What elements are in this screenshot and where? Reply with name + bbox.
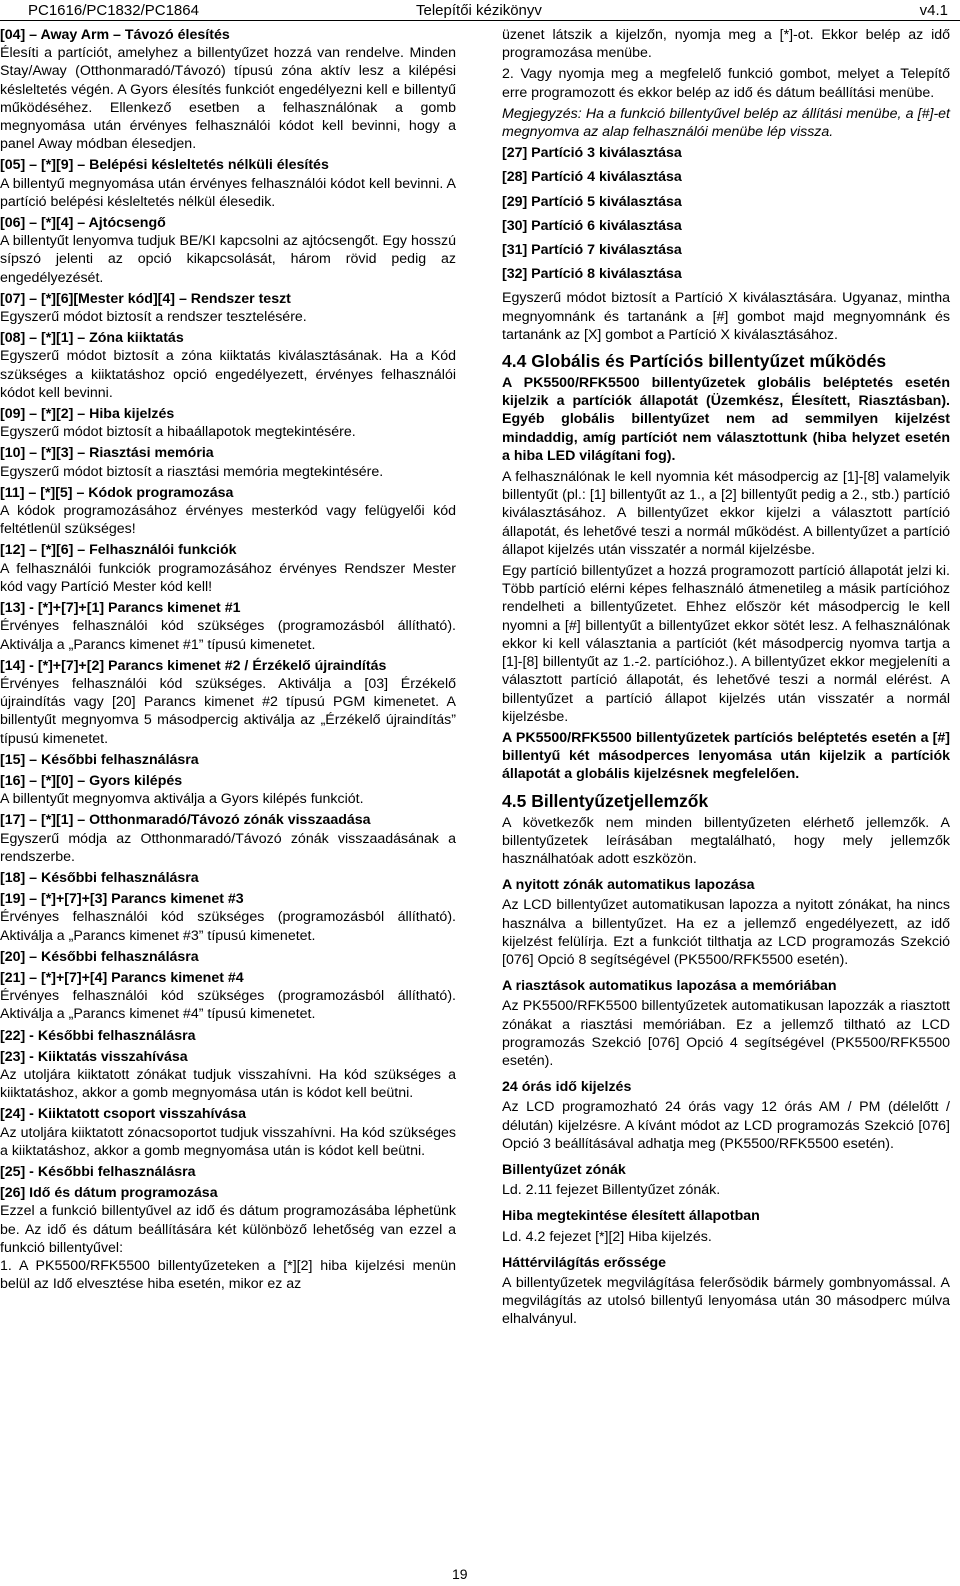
function-key-entry <box>0 1105 456 1160</box>
function-key-title: [18] – Későbbi felhasználásra <box>0 869 199 886</box>
function-key-entry <box>0 969 456 1024</box>
function-key-title: [13] - [*]+[7]+[1] Parancs kimenet #1 <box>0 600 241 617</box>
right-intro-text: üzenet látszik a kijelzőn, nyomja meg a [*]-ot. Ekkor belép az idő programozása menübe. <box>502 27 950 62</box>
function-key-title: [10] – [*][3] – Riasztási memória <box>0 445 214 462</box>
function-key-entry <box>0 599 456 654</box>
feature-description: Ld. 4.2 fejezet [*][2] Hiba kijelzés. <box>502 1228 712 1245</box>
section-4-4-bold-2: A PK5500/RFK5500 billentyűzetek partíciós beléptetés esetén a [#] billentyű két másodperces lenyomása után kijelzik a partíciók állapotát a globális kijelzésnek megfelelően. <box>502 729 950 783</box>
function-key-entry <box>0 156 456 211</box>
feature-title: A riasztások automatikus lapozása a memóriában <box>502 978 837 995</box>
section-4-5-title: 4.5 Billentyűzetjellemzők <box>502 790 709 811</box>
function-key-title: [09] – [*][2] – Hiba kijelzés <box>0 406 175 423</box>
function-key-title: [04] – Away Arm – Távozó élesítés <box>0 27 230 43</box>
right-column <box>502 26 950 1329</box>
function-key-title: [23] - Kiiktatás visszahívása <box>0 1048 188 1065</box>
partition-select-item: [29] Partíció 5 kiválasztása <box>502 193 682 210</box>
function-key-description: Az utoljára kiiktatott zónákat tudjuk visszahívni. Ha kód szükséges a kiiktatáshoz, akkor a gomb megnyomása után is kódot kell beütni. <box>0 1066 456 1102</box>
function-key-description: Egyszerű módot biztosít a riasztási memória megtekintésére. <box>0 463 384 480</box>
left-column <box>0 26 456 1296</box>
feature-description: Az PK5500/RFK5500 billentyűzetek automatikusan lapozzák a riasztott zónákat a riasztási memóriában. Ez a jellemző tiltható az LCD programozás Szekció [076] Opció 4 segítségével (PK5500/RFK5500 esetén). <box>502 998 950 1069</box>
function-key-description: Az utoljára kiiktatott zónacsoportot tudjuk visszahívni. Ha kód szükséges a kiiktatáshoz, akkor a gomb megnyomása után is kódot kell beütni. <box>0 1124 456 1159</box>
function-key-entry <box>0 444 456 480</box>
function-key-entry <box>0 1048 456 1103</box>
section-4-4-paragraph-2: Egy partíció billentyűzet a hozzá programozott partíció állapotát jelzi ki. Több partíció elérni képes felhasználó átmenetileg a másik partícióhoz rendelheti a billentyűzetet. Ehhez először két másodpercig le kell nyomni a [#] billentyűt a billentyűzet ekkor sötét lesz. A felhasználónak ekkor ki kell választania a partíciót (két másodpercig nyomva tartja a [1]-[8] billentyűt az 1.-2. partícióhoz.). A billentyűzet ekkor megjeleníti a választott partíció állapotát, és lehetővé teszi a normál elérést. A billentyűzet a partíció állapot kijelzés után visszatér a normál kijelzésbe. <box>502 563 950 725</box>
function-key-title: [26] Idő és dátum programozása <box>0 1185 218 1202</box>
partition-select-item: [32] Partíció 8 kiválasztása <box>502 266 682 283</box>
function-key-entry <box>0 869 456 887</box>
function-key-entry <box>0 329 456 402</box>
function-key-entry <box>0 214 456 287</box>
function-key-entry <box>0 751 456 769</box>
function-key-title: [14] - [*]+[7]+[2] Parancs kimenet #2 / Érzékelő újraindítás <box>0 657 387 674</box>
function-key-description: Élesíti a partíciót, amelyhez a billentyűzet hozzá van rendelve. Minden Stay/Away (Otthonmaradó/Távozó) típusú zóna aktív lesz a kilépési késleltetés végén. A Gyors élesítés funkciót engedélyezni kell e billentyű működéséhez. Ellenkező esetben a felhasználónak a gomb megnyomása után érvényes felhasználói kódot kell bevinni, hogy a panel Away módban élesedjen. <box>0 45 456 153</box>
function-key-description: Érvényes felhasználói kód szükséges. Aktiválja a [03] Érzékelő újraindítás vagy [20] Parancs kimenet #2 típusú PGM kimenetet. A billentyűt megnyomva 5 másodpercig aktiválja az „Érzékelő újraindítás” típusú kimenetet. <box>0 675 456 747</box>
function-key-entry <box>0 948 456 966</box>
right-intro-text-2: 2. Vagy nyomja meg a megfelelő funkció gombot, melyet a Telepítő erre programozott és ekkor belép az idő és dátum beállítási menübe. <box>502 66 950 101</box>
function-key-title: [21] – [*]+[7]+[4] Parancs kimenet #4 <box>0 969 244 986</box>
function-key-description: 1. A PK5500/RFK5500 billentyűzeteken a [*][2] hiba kijelzési menün belül az Idő elvesztése hiba esetén, mikor ez az <box>0 1258 456 1293</box>
feature-description: Az LCD programozható 24 órás vagy 12 órás AM / PM (délelőtt / délután) kijelzésre. A kívánt módot az LCD programozás Szekció [076] Opció 3 beállításával adhatja meg (PK5500/RFK5500 esetén). <box>502 1099 950 1152</box>
feature-description: A billentyűzetek megvilágítása felerősödik bármely gombnyomással. A megvilágítás az utolsó billentyű lenyomása után 30 másodperc múlva elhalványul. <box>502 1274 950 1328</box>
feature-title: Billentyűzet zónák <box>502 1161 626 1178</box>
feature-description: Az LCD billentyűzet automatikusan lapozza a nyitott zónákat, ha nincs használva a billentyűzet. Ha ez a jellemző engedélyezett, az idő kijelzést felülírja. Ezt a funkciót tilthatja az LCD programozás Szekció [076] Opció 8 segítségével (PK5500/RFK5500 esetén). <box>502 897 950 968</box>
function-key-title: [22] - Későbbi felhasználásra <box>0 1027 196 1044</box>
function-key-description: A felhasználói funkciók programozásához érvényes Rendszer Mester kód vagy Partíció Mester kód kell! <box>0 560 456 595</box>
function-key-entry <box>0 811 456 866</box>
feature-title: Hiba megtekintése élesített állapotban <box>502 1208 760 1225</box>
function-key-title: [08] – [*][1] – Zóna kiiktatás <box>0 330 184 347</box>
partition-select-item: [27] Partíció 3 kiválasztása <box>502 145 682 162</box>
function-key-description: Egyszerű módja az Otthonmaradó/Távozó zónák visszaadásának a rendszerbe. <box>0 830 456 865</box>
page-number: 19 <box>452 1566 468 1582</box>
function-key-entry <box>0 1163 456 1181</box>
function-key-description: A billentyűt lenyomva tudjuk BE/KI kapcsolni az ajtócsengőt. Egy hosszú sípszó jelenti az opció kikapcsolását, három rövid pedig az engedélyezését. <box>0 233 456 286</box>
function-key-description: A billentyűt megnyomva aktiválja a Gyors kilépés funkciót. <box>0 791 364 808</box>
header-manual-title: Telepítői kézikönyv <box>416 2 542 19</box>
function-key-description: Egyszerű módot biztosít a hibaállapotok megtekintésére. <box>0 424 356 441</box>
feature-title: 24 órás idő kijelzés <box>502 1079 632 1096</box>
function-key-title: [19] – [*]+[7]+[3] Parancs kimenet #3 <box>0 891 244 908</box>
function-key-entry <box>0 1027 456 1045</box>
function-key-description: Egyszerű módot biztosít a rendszer tesztelésére. <box>0 309 307 326</box>
partition-select-item: [30] Partíció 6 kiválasztása <box>502 217 682 234</box>
feature-list <box>502 876 950 1328</box>
function-key-title: [12] – [*][6] – Felhasználói funkciók <box>0 542 237 559</box>
function-key-title: [25] - Későbbi felhasználásra <box>0 1163 196 1180</box>
function-key-title: [06] – [*][4] – Ajtócsengő <box>0 215 166 232</box>
feature-description: Ld. 2.11 fejezet Billentyűzet zónák. <box>502 1182 721 1199</box>
function-key-title: [20] – Későbbi felhasználásra <box>0 948 199 965</box>
partition-select-item: [31] Partíció 7 kiválasztása <box>502 242 682 259</box>
function-key-title: [11] – [*][5] – Kódok programozása <box>0 484 234 501</box>
function-key-entry <box>0 290 456 326</box>
function-key-description: Érvényes felhasználói kód szükséges (programozásból állítható). Aktiválja a „Parancs kimenet #3” típusú kimenetet. <box>0 909 456 944</box>
function-key-description: Ezzel a funkció billentyűvel az idő és dátum programozásába léphetünk be. Az idő és dátum beállítására két különböző lehetőség van ezzel a funkció billentyűvel: <box>0 1203 456 1256</box>
function-key-entry <box>0 772 456 808</box>
feature-title: A nyitott zónák automatikus lapozása <box>502 877 755 894</box>
header-rule <box>0 20 960 21</box>
section-4-4-title: 4.4 Globális és Partíciós billentyűzet működés <box>502 351 887 372</box>
function-key-entry <box>0 1184 456 1293</box>
function-key-title: [05] – [*][9] – Belépési késleltetés nélküli élesítés <box>0 157 329 174</box>
section-4-4-bold-1: A PK5500/RFK5500 billentyűzetek globális beléptetés esetén kijelzik a partíciók állapotát (Üzemkész, Élesített, Riasztásban). Egyéb globális billentyűzet nem ad semmilyen kijelzést mindaddig, amíg partíciót nem választottunk (hiba helyzet esetén a hiba LED világítani fog). <box>502 375 950 464</box>
function-key-title: [15] – Későbbi felhasználásra <box>0 751 199 768</box>
function-key-entry <box>0 890 456 945</box>
function-key-description: Érvényes felhasználói kód szükséges (programozásból állítható). Aktiválja a „Parancs kimenet #1” típusú kimenetet. <box>0 618 456 653</box>
partition-list <box>502 144 950 283</box>
function-key-title: [16] – [*][0] – Gyors kilépés <box>0 772 183 789</box>
function-key-entry <box>0 405 456 441</box>
function-key-entry <box>0 541 456 596</box>
header-product-codes: PC1616/PC1832/PC1864 <box>28 2 199 19</box>
feature-title: Háttérvilágítás erőssége <box>502 1254 667 1271</box>
header-version: v4.1 <box>919 2 948 19</box>
section-4-5-paragraph-1: A következők nem minden billentyűzeten elérhető jellemzők. A billentyűzetek leírásában megtalálható, hogy mely jellemzők használhatóak adott eszközön. <box>502 814 950 867</box>
function-key-entry <box>0 657 456 748</box>
partition-text: Egyszerű módot biztosít a Partíció X kiválasztására. Ugyanaz, mintha megnyomnánk és tartanánk a [#] gombot majd megnyomnánk és tartanánk az [X] gombot a Partíció X kiválasztásához. <box>502 290 950 343</box>
function-key-title: [07] – [*][6][Mester kód][4] – Rendszer teszt <box>0 290 291 307</box>
function-key-title: [17] – [*][1] – Otthonmaradó/Távozó zónák visszaadása <box>0 812 371 829</box>
partition-select-item: [28] Partíció 4 kiválasztása <box>502 169 682 186</box>
function-key-description: Érvényes felhasználói kód szükséges (programozásból állítható). Aktiválja a „Parancs kimenet #4” típusú kimenetet. <box>0 988 456 1023</box>
note-text: Megjegyzés: Ha a funkció billentyűvel belép az állítási menübe, a [#]-et megnyomva az alap felhasználói menübe lép vissza. <box>502 105 950 141</box>
function-key-description: A billentyű megnyomása után érvényes felhasználói kódot kell bevinni. A partíció belépési késleltetés nélkül élesedik. <box>0 175 456 210</box>
function-key-description: Egyszerű módot biztosít a zóna kiiktatás kiválasztásának. Ha a Kód szükséges a kiiktatáshoz opció engedélyezett, érvényes felhasználói kódot kell bevinni. <box>0 348 456 401</box>
section-4-4-paragraph-1: A felhasználónak le kell nyomnia két másodpercig az [1]-[8] valamelyik billentyűt (pl.: [1] billentyűt az 1., a [2] billentyűt pedig a 2., stb.) partíció kiválasztásához. A billentyűzet ekkor kijelzi a választott partíció állapotát, és lehetővé teszi a normál működést. A billentyűzet a partíció állapot kijelzés után visszatér a normál kijelzésbe. <box>502 469 950 558</box>
function-key-description: A kódok programozásához érvényes mesterkód vagy felügyelői kód feltétlenül szükséges! <box>0 503 456 538</box>
function-key-entry <box>0 484 456 539</box>
function-key-entry <box>0 26 456 153</box>
function-key-title: [24] - Kiiktatott csoport visszahívása <box>0 1106 246 1123</box>
